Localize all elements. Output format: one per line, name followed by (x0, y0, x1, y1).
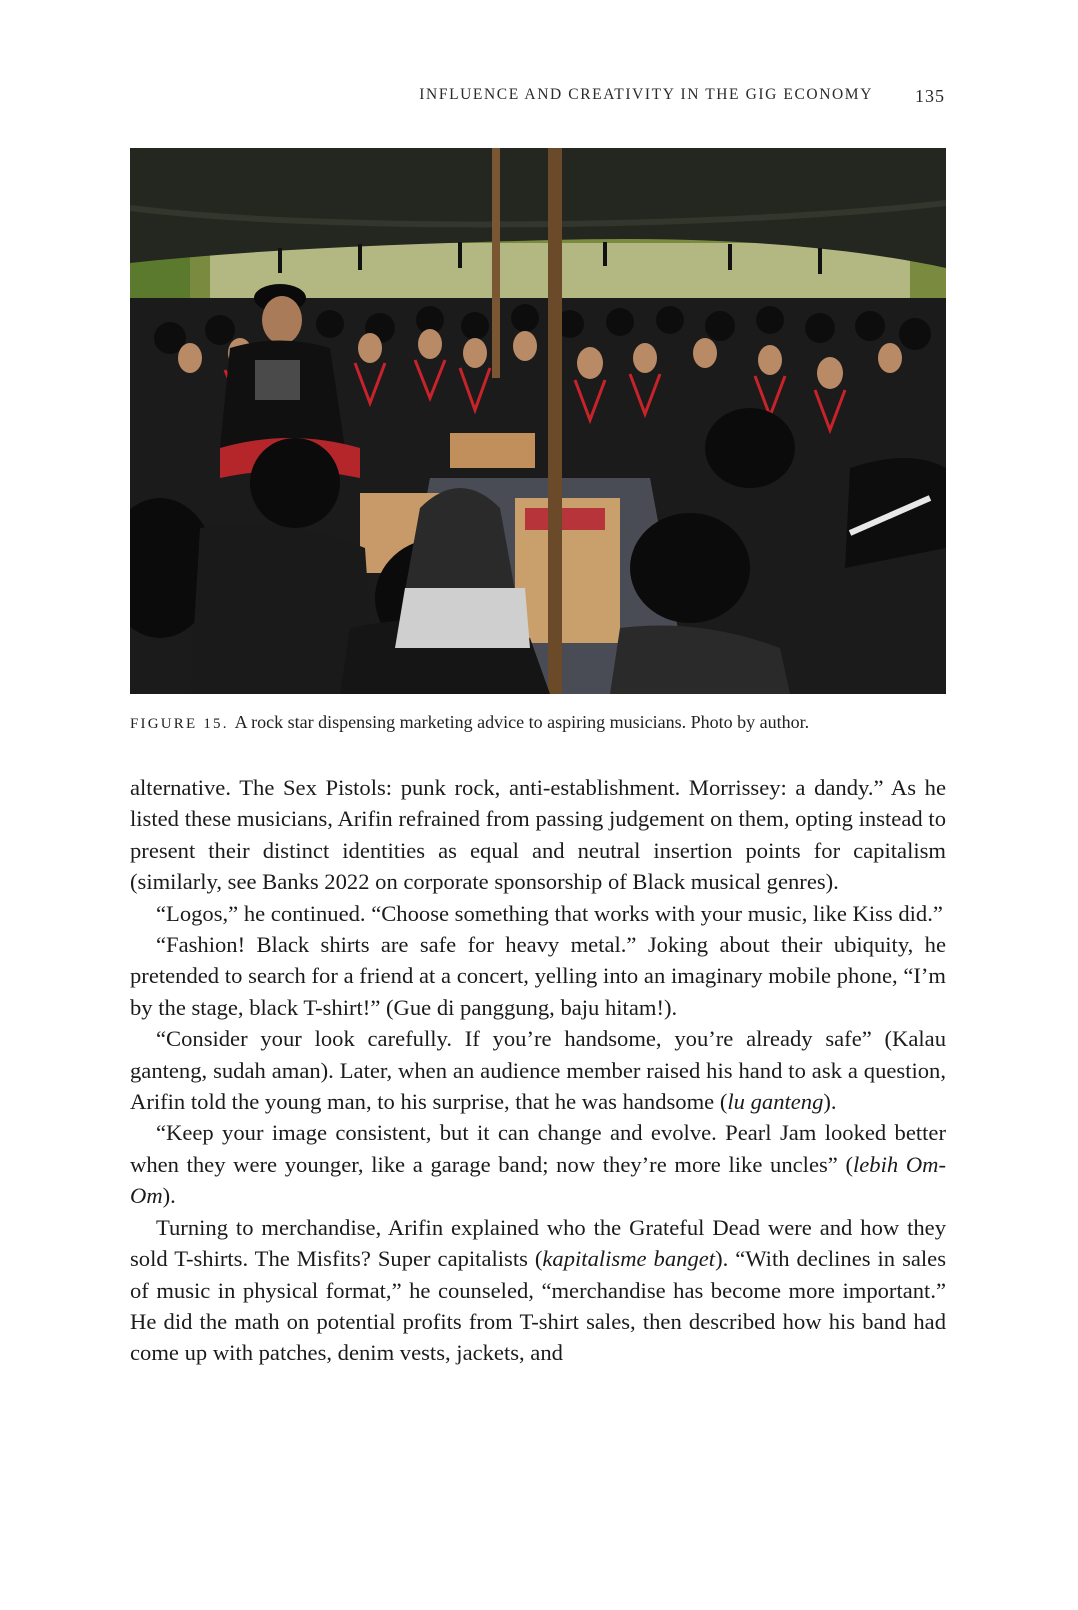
paragraph-3: “Fashion! Black shirts are safe for heavy metal.” Joking about their ubiquity, he pretended to search for a friend at a concert, yelling into an imaginary mobile phone, “I’m by the stage, black T-shirt!” (Gue di panggung, baju hitam!). (130, 932, 946, 1020)
figure-caption (130, 712, 950, 733)
paragraph-5-italic: lebih Om-Om (130, 1151, 947, 1209)
page-number: 135 (915, 86, 945, 106)
running-head (130, 86, 945, 110)
paragraph-6 (130, 1212, 946, 1369)
photo-illustration (130, 148, 946, 694)
paragraph-4-italic: lu ganteng (727, 1089, 824, 1115)
paragraph-4 (130, 1023, 946, 1117)
paragraph-5 (130, 1117, 946, 1211)
caption-text: A rock star dispensing marketing advice to aspiring musicians. Photo by author. (234, 712, 810, 732)
paragraph-6-italic: kapitalisme banget (542, 1246, 716, 1272)
figure-photo (130, 148, 946, 694)
paragraph-2: “Logos,” he continued. “Choose something that works with your music, like Kiss did.” (156, 900, 943, 926)
paragraph-5-text: “Keep your image consistent, but it can change and evolve. Pearl Jam looked better when they were younger, like a garage band; now they’re more like uncles” ( (130, 1120, 946, 1177)
paragraph-4-text: “Consider your look carefully. If you’re handsome, you’re already safe” (Kalau ganteng, sudah aman). Later, when an audience member raised his hand to ask a question, Arifin told the young man, to his surprise, that he was handsome ( (130, 1026, 946, 1115)
paragraph-6-end: ). “With declines in sales of music in physical format,” he counseled, “merchandise has become more important.” He did the math on potential profits from T-shirt sales, then described how his band had come up with patches, denim vests, jackets, and (130, 1246, 946, 1366)
paragraph-4-end: ). (823, 1089, 837, 1115)
paragraph-5-end: ). (162, 1183, 176, 1209)
paragraph-6-text: Turning to merchandise, Arifin explained who the Grateful Dead were and how they sold T-shirts. The Misfits? Super capitalists ( (130, 1214, 946, 1272)
paragraph-1: alternative. The Sex Pistols: punk rock, anti-establishment. Morrissey: a dandy.” As he listed these musicians, Arifin refrained from passing judgement on them, opting instead to present their distinct identities as equal and neutral insertion points for capitalism (similarly, see Banks 2022 on corporate sponsorship of Black musical genres). (130, 775, 946, 895)
body-text (130, 772, 946, 1369)
caption-label: FIGURE 15. (130, 716, 229, 732)
running-title: INFLUENCE AND CREATIVITY IN THE GIG ECONOMY (419, 86, 873, 103)
